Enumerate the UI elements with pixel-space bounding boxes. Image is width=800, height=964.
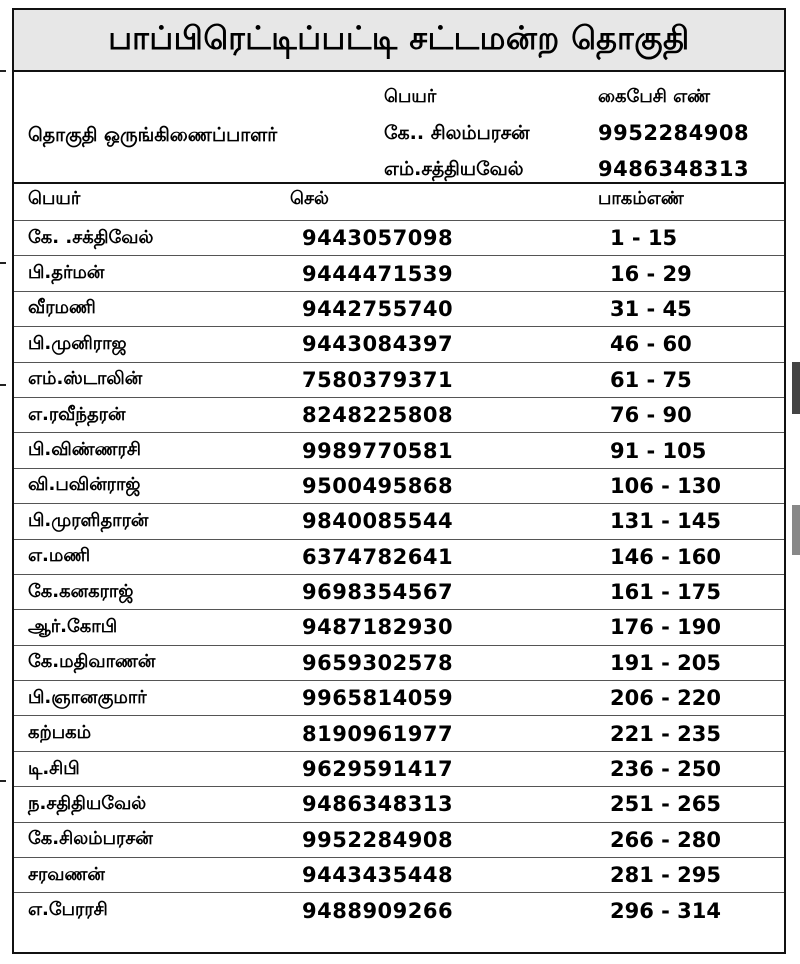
member-table	[14, 220, 784, 928]
member-cell: 9486348313	[290, 787, 598, 822]
coordinator-name: கே.. சிலம்பரசன்	[384, 122, 530, 144]
page-edge-mark	[0, 70, 6, 72]
member-part: 46 - 60	[598, 327, 784, 362]
section-divider	[14, 182, 784, 184]
member-part: 161 - 175	[598, 574, 784, 609]
member-part: 16 - 29	[598, 256, 784, 291]
table-row	[14, 716, 784, 751]
member-cell: 9500495868	[290, 468, 598, 503]
member-part: 131 - 145	[598, 504, 784, 539]
member-cell: 9698354567	[290, 574, 598, 609]
member-cell: 9840085544	[290, 504, 598, 539]
member-name: எ.பேரரசி	[14, 893, 290, 928]
member-name: ந.சதிதியவேல்	[14, 787, 290, 822]
member-name: எ.ரவீந்தரன்	[14, 397, 290, 432]
member-name: எ.மணி	[14, 539, 290, 574]
coordinator-phone: 9486348313	[598, 157, 750, 181]
table-row	[14, 291, 784, 326]
member-part: 221 - 235	[598, 716, 784, 751]
coordinator-name-header: பெயர்	[384, 86, 437, 107]
member-name: கே.கனகராஜ்	[14, 574, 290, 609]
member-cell: 9659302578	[290, 645, 598, 680]
member-part: 146 - 160	[598, 539, 784, 574]
member-name: வி.பவின்ராஜ்	[14, 468, 290, 503]
member-name: பி.விண்ணரசி	[14, 433, 290, 468]
member-cell: 6374782641	[290, 539, 598, 574]
column-header-cell: செல்	[290, 188, 329, 209]
table-row	[14, 787, 784, 822]
coordinator-name: எம்.சத்தியவேல்	[384, 158, 524, 180]
member-cell: 9444471539	[290, 256, 598, 291]
table-row	[14, 468, 784, 503]
member-name: வீரமணி	[14, 291, 290, 326]
member-part: 296 - 314	[598, 893, 784, 928]
column-header-name: பெயர்	[28, 188, 81, 209]
member-name: கே.சிலம்பரசன்	[14, 822, 290, 857]
table-row	[14, 433, 784, 468]
table-row	[14, 610, 784, 645]
table-row	[14, 645, 784, 680]
member-name: பி.முரளிதாரன்	[14, 504, 290, 539]
table-row	[14, 362, 784, 397]
page-edge-block	[792, 505, 800, 555]
member-cell: 9989770581	[290, 433, 598, 468]
member-part: 206 - 220	[598, 681, 784, 716]
member-part: 176 - 190	[598, 610, 784, 645]
table-row	[14, 221, 784, 256]
member-cell: 8190961977	[290, 716, 598, 751]
member-part: 106 - 130	[598, 468, 784, 503]
member-cell: 9952284908	[290, 822, 598, 857]
member-part: 191 - 205	[598, 645, 784, 680]
member-name: பி.ஞானகுமார்	[14, 681, 290, 716]
member-cell: 8248225808	[290, 397, 598, 432]
page-edge-mark	[0, 384, 6, 386]
member-name: சரவணன்	[14, 858, 290, 893]
member-part: 266 - 280	[598, 822, 784, 857]
table-row	[14, 397, 784, 432]
member-part: 281 - 295	[598, 858, 784, 893]
table-row	[14, 504, 784, 539]
member-part: 31 - 45	[598, 291, 784, 326]
page-edge-mark	[0, 262, 6, 264]
table-row	[14, 858, 784, 893]
page-title: பாப்பிரெட்டிப்பட்டி சட்டமன்ற தொகுதி	[14, 10, 784, 72]
coordinator-phone-header: கைபேசி எண்	[598, 86, 711, 107]
member-cell: 9488909266	[290, 893, 598, 928]
member-part: 76 - 90	[598, 397, 784, 432]
table-row	[14, 574, 784, 609]
table-row	[14, 327, 784, 362]
table-row	[14, 539, 784, 574]
table-row	[14, 256, 784, 291]
constituency-sheet	[12, 8, 786, 954]
member-name: கே. .சக்திவேல்	[14, 221, 290, 256]
coordinator-phone: 9952284908	[598, 121, 750, 145]
member-name: கே.மதிவாணன்	[14, 645, 290, 680]
member-part: 61 - 75	[598, 362, 784, 397]
member-cell: 9965814059	[290, 681, 598, 716]
coordinator-label: தொகுதி ஒருங்கிணைப்பாளர்	[28, 124, 278, 146]
member-name: கற்பகம்	[14, 716, 290, 751]
member-part: 251 - 265	[598, 787, 784, 822]
member-cell: 7580379371	[290, 362, 598, 397]
member-cell: 9443435448	[290, 858, 598, 893]
member-part: 91 - 105	[598, 433, 784, 468]
table-row	[14, 822, 784, 857]
page-edge-mark	[0, 780, 6, 782]
coordinator-section	[14, 72, 784, 184]
member-cell: 9443084397	[290, 327, 598, 362]
member-cell: 9443057098	[290, 221, 598, 256]
member-name: பி.தர்மன்	[14, 256, 290, 291]
table-row	[14, 893, 784, 928]
member-name: டி.சிபி	[14, 751, 290, 786]
member-name: ஆர்.கோபி	[14, 610, 290, 645]
member-part: 236 - 250	[598, 751, 784, 786]
page-edge-block	[792, 362, 800, 414]
member-name: பி.முனிராஜ	[14, 327, 290, 362]
member-cell: 9629591417	[290, 751, 598, 786]
table-row	[14, 751, 784, 786]
member-part: 1 - 15	[598, 221, 784, 256]
member-cell: 9442755740	[290, 291, 598, 326]
column-header-part: பாகம்எண்	[598, 188, 684, 209]
member-name: எம்.ஸ்டாலின்	[14, 362, 290, 397]
table-row	[14, 681, 784, 716]
member-cell: 9487182930	[290, 610, 598, 645]
